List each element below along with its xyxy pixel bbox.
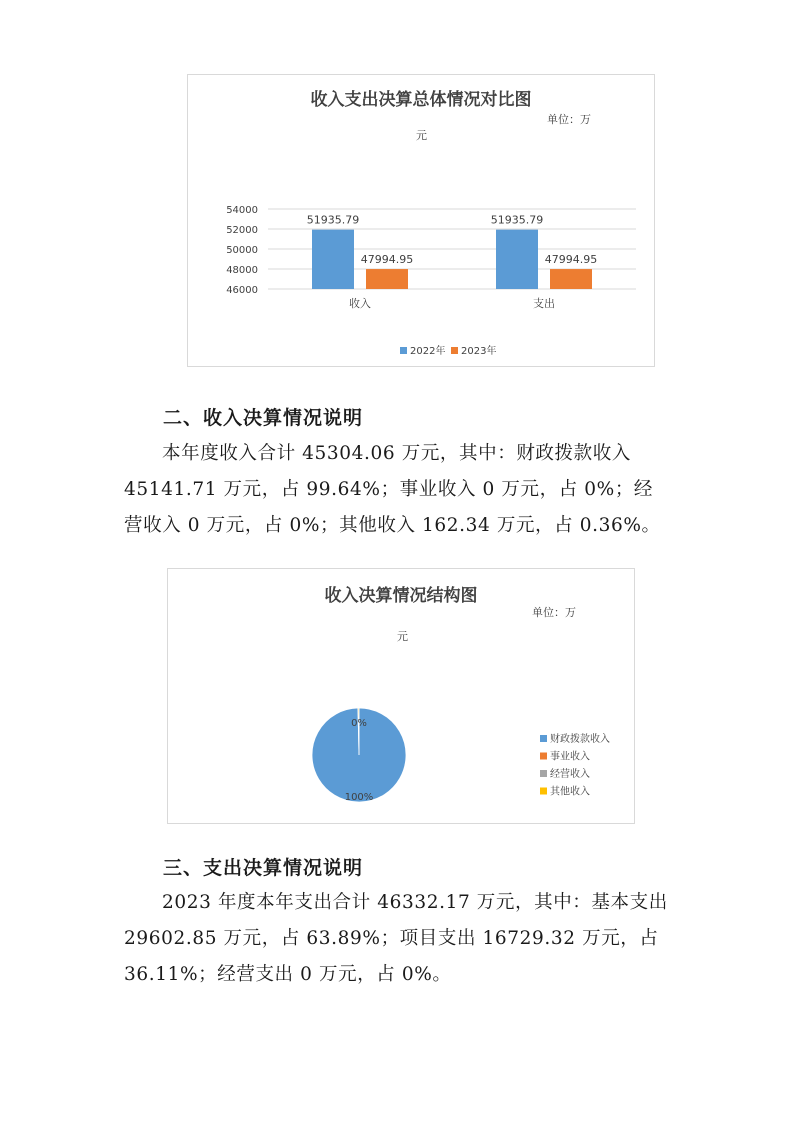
income-structure-chart — [167, 568, 635, 824]
legend-swatch — [540, 753, 547, 760]
y-tick-label: 50000 — [226, 245, 258, 256]
legend-label: 财政拨款收入 — [550, 734, 610, 745]
chart-unit-label: 单位：万 — [547, 113, 591, 126]
bar-data-label: 51935.79 — [490, 213, 544, 227]
chart-unit-label-continued: 元 — [416, 129, 427, 142]
income-expense-comparison-chart — [187, 74, 655, 367]
bar-chart-plot — [188, 75, 654, 366]
section-heading-income: 二、收入决算情况说明 — [163, 407, 364, 429]
bar-data-label: 47994.95 — [544, 253, 598, 267]
legend-swatch — [540, 770, 547, 777]
y-tick-label: 54000 — [226, 205, 258, 216]
bar-2-2 — [550, 269, 592, 289]
y-tick-label: 48000 — [226, 265, 258, 276]
pie-data-label: 100% — [344, 792, 374, 803]
expense-description-text: 2023 年度本年支出合计 46332.17 万元，其中：基本支出 29602.85 万元，占 63.89%；项目支出 16729.32 万元，占36.11%；经营支出 0 万元，占 0%。 — [124, 892, 668, 985]
x-category-label: 支出 — [533, 297, 555, 310]
legend-label: 其他收入 — [550, 786, 590, 798]
legend-swatch — [540, 735, 547, 742]
legend-swatch — [451, 347, 458, 354]
legend-label: 经营收入 — [550, 769, 590, 780]
legend-label: 2023年 — [461, 346, 497, 357]
y-tick-label: 46000 — [226, 285, 258, 296]
pie-chart-plot — [168, 569, 634, 823]
chart-unit-label: 单位：万 — [532, 606, 576, 619]
bar-2-1 — [366, 269, 408, 289]
income-description — [124, 436, 669, 544]
y-tick-label: 52000 — [226, 225, 258, 236]
expense-description — [124, 885, 669, 993]
chart-unit-label-continued: 元 — [397, 630, 408, 643]
legend-swatch — [400, 347, 407, 354]
bar-1-2 — [496, 230, 538, 289]
bar-data-label: 47994.95 — [360, 253, 414, 267]
bar-1-1 — [312, 230, 354, 289]
legend-swatch — [540, 788, 547, 795]
pie-data-label: 0% — [351, 718, 367, 729]
section-heading-expense: 三、支出决算情况说明 — [163, 857, 364, 879]
chart-title: 收入支出决算总体情况对比图 — [310, 90, 532, 110]
legend-label: 2022年 — [410, 346, 446, 357]
x-category-label: 收入 — [349, 297, 371, 310]
bar-data-label: 51935.79 — [306, 213, 360, 227]
legend-label: 事业收入 — [550, 751, 590, 763]
chart-title: 收入决算情况结构图 — [324, 586, 478, 606]
income-description-text: 本年度收入合计 45304.06 万元，其中：财政拨款收入45141.71 万元，占 99.64%；事业收入 0 万元，占 0%；经营收入 0 万元，占 0%；其他收入 162.34 万元，占 0.36%。 — [124, 443, 661, 536]
